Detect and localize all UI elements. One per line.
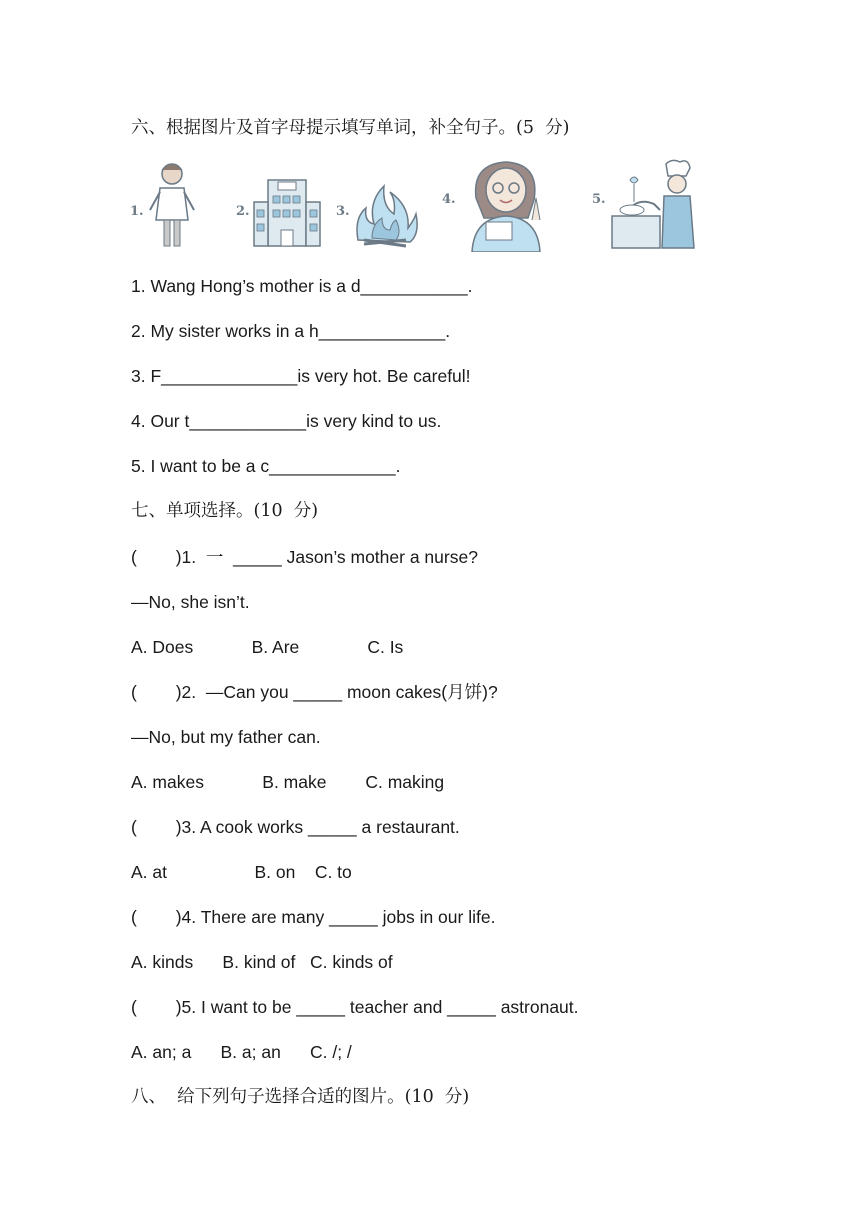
question-3-stem: ( )3. A cook works _____ a restaurant. xyxy=(131,817,460,837)
picture-label-1: 1. xyxy=(130,204,144,219)
doctor-icon xyxy=(144,158,200,252)
hospital-icon xyxy=(250,158,324,252)
picture-label-5: 5. xyxy=(592,192,606,207)
question-2-stem: ( )2. —Can you _____ moon cakes(月饼)? xyxy=(131,682,498,702)
section-6-heading: 六、根据图片及首字母提示填写单词，补全句子。(5 分) xyxy=(131,118,570,138)
fill-in-sentence-5: 5. I want to be a c_____________. xyxy=(131,456,401,476)
section-8-heading: 八、 给下列句子选择合适的图片。(10 分) xyxy=(131,1087,470,1107)
fill-in-sentence-2: 2. My sister works in a h_____________. xyxy=(131,321,451,341)
question-4-options: A. kinds B. kind of C. kinds of xyxy=(131,952,393,972)
fill-in-sentence-3: 3. F______________is very hot. Be careful! xyxy=(131,366,471,386)
question-1-options: A. Does B. Are C. Is xyxy=(131,637,404,657)
question-5-stem: ( )5. I want to be _____ teacher and _____ astronaut. xyxy=(131,997,579,1017)
fire-icon xyxy=(350,158,420,252)
question-2-options: A. makes B. make C. making xyxy=(131,772,445,792)
cook-icon xyxy=(610,158,698,252)
teacher-icon xyxy=(462,158,550,252)
picture-label-2: 2. xyxy=(236,204,250,219)
picture-label-3: 3. xyxy=(336,204,350,219)
question-1-reply: —No, she isn’t. xyxy=(131,592,250,612)
question-1-stem: ( )1. 一 _____ Jason’s mother a nurse? xyxy=(131,547,478,567)
section-7-heading: 七、单项选择。(10 分) xyxy=(131,501,319,521)
question-4-stem: ( )4. There are many _____ jobs in our life. xyxy=(131,907,496,927)
fill-in-sentence-4: 4. Our t____________is very kind to us. xyxy=(131,411,442,431)
question-2-reply: —No, but my father can. xyxy=(131,727,321,747)
picture-label-4: 4. xyxy=(442,192,456,207)
fill-in-sentence-1: 1. Wang Hong’s mother is a d___________. xyxy=(131,276,473,296)
illustration-strip xyxy=(128,158,698,252)
question-3-options: A. at B. on C. to xyxy=(131,862,352,882)
question-5-options: A. an; a B. a; an C. /; / xyxy=(131,1042,352,1062)
